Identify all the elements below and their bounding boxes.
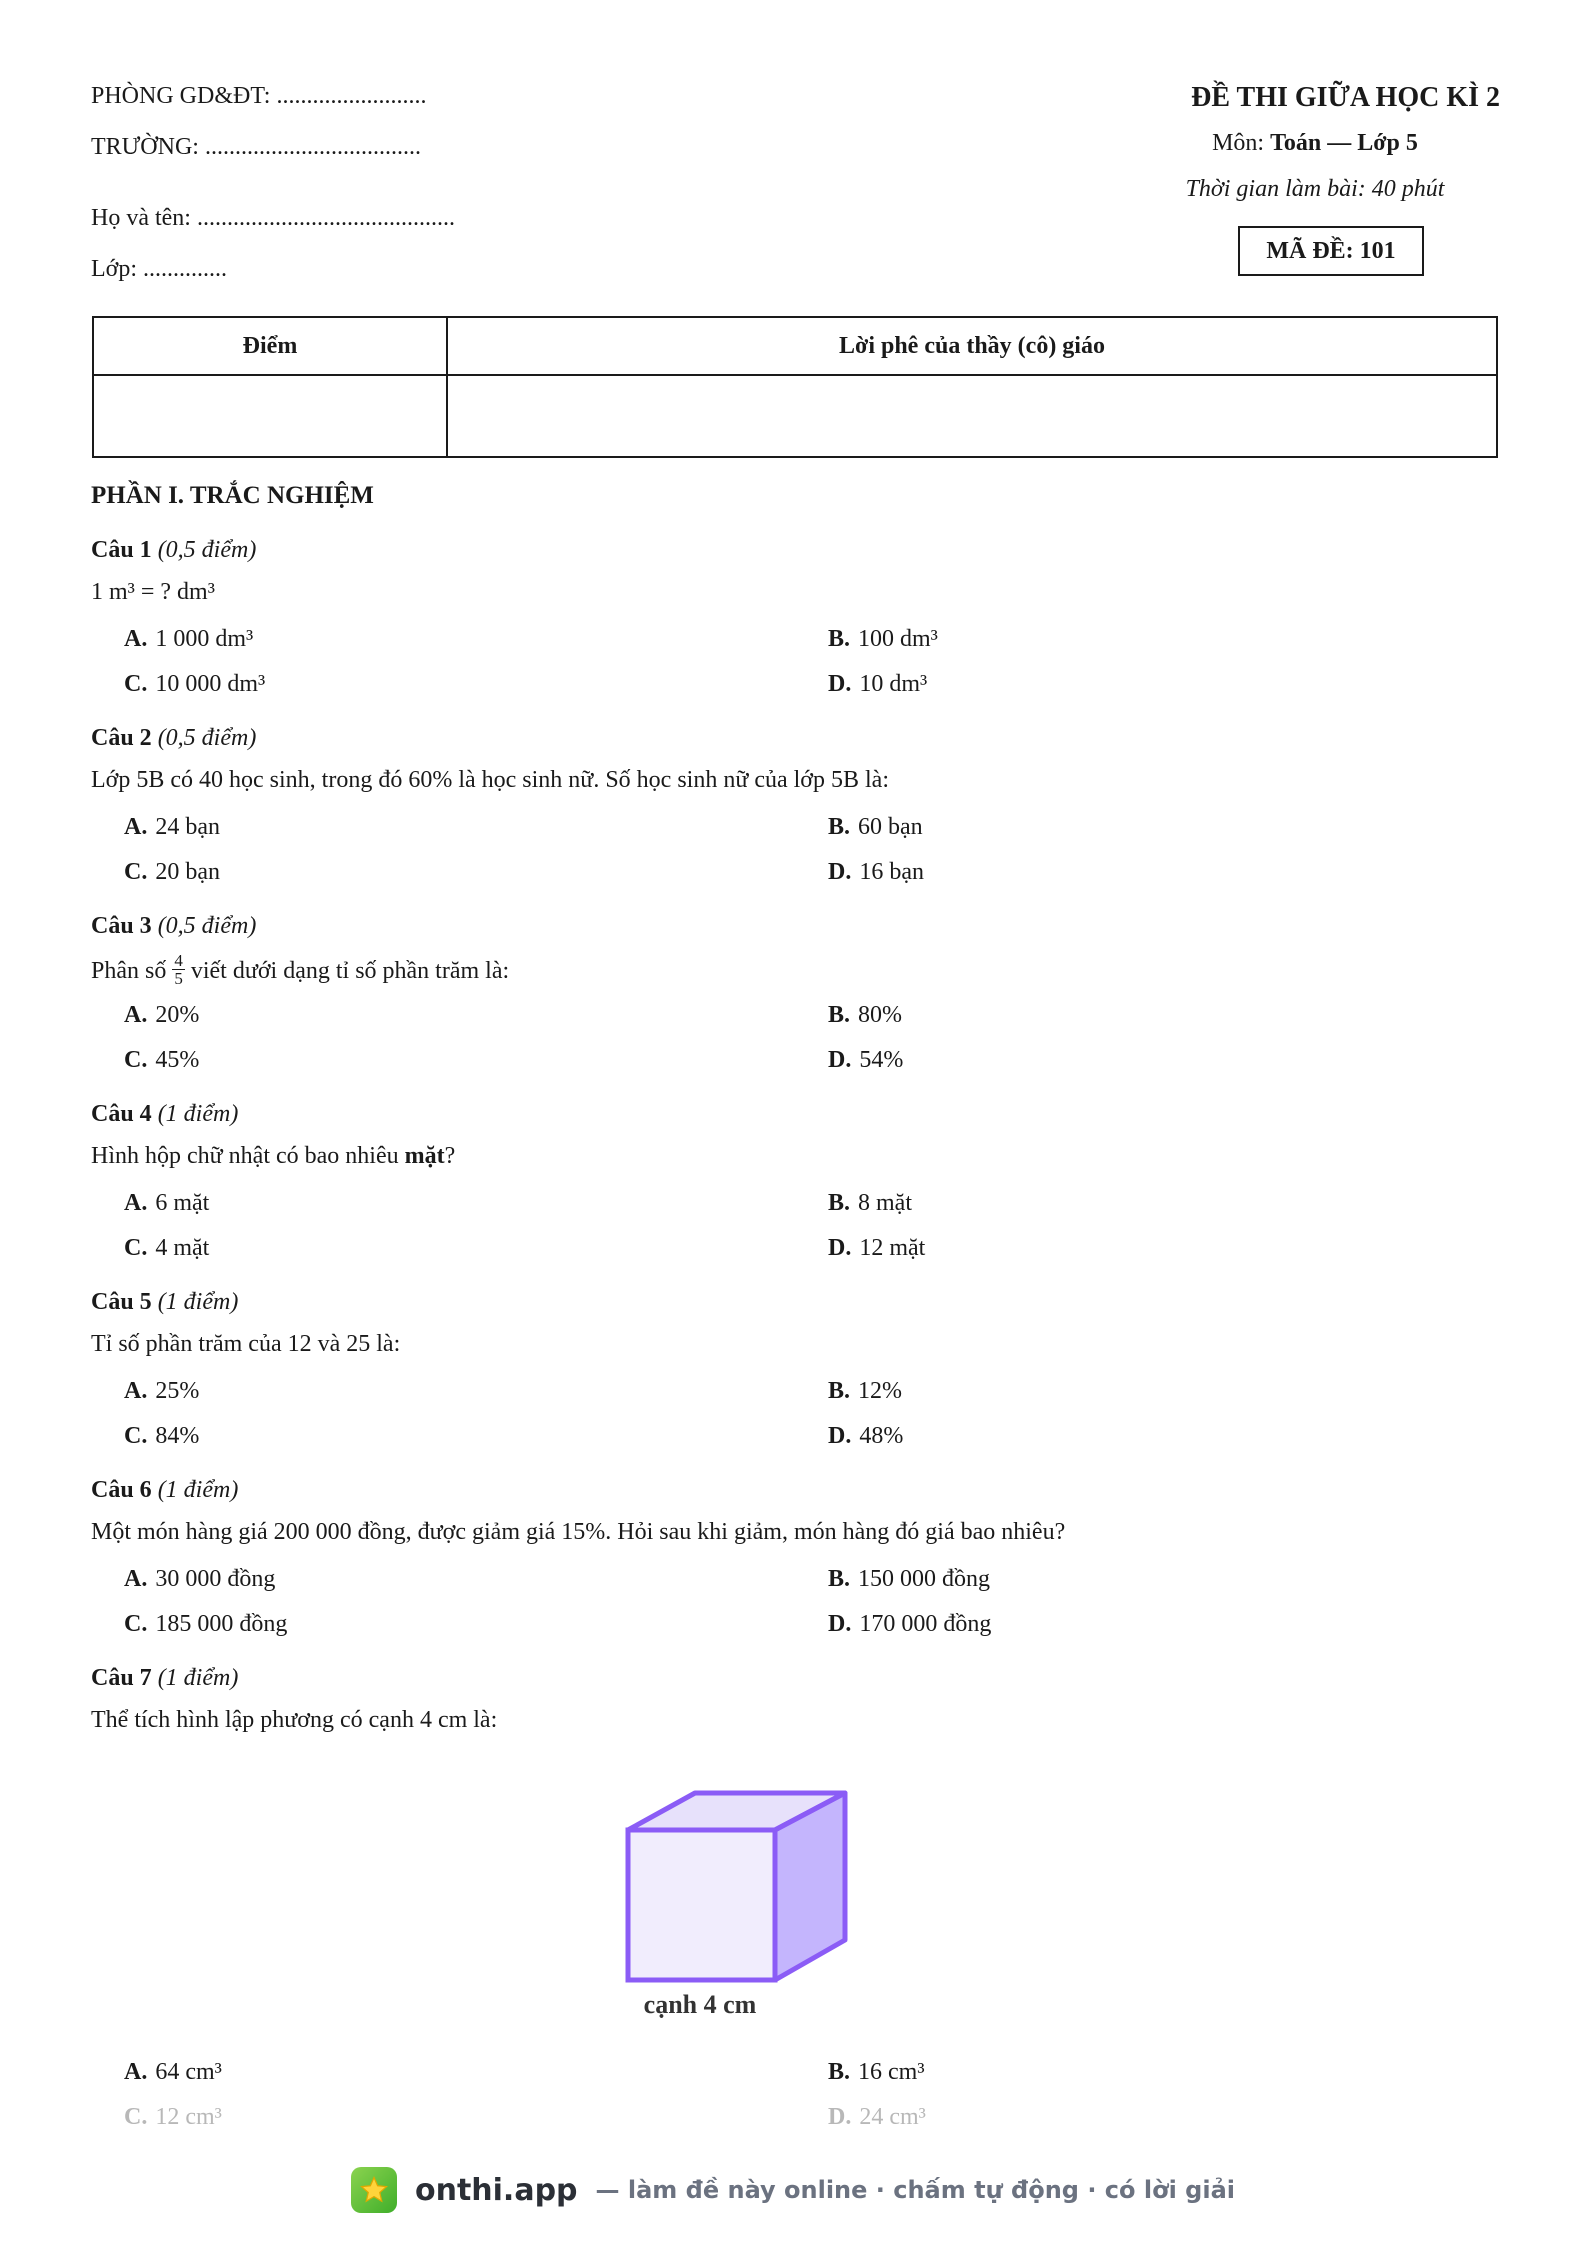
department-line: PHÒNG GD&ĐT: ......................... bbox=[91, 83, 427, 109]
option-key: A. bbox=[124, 626, 148, 652]
question-text: Một món hàng giá 200 000 đồng, được giảm giá 15%. Hỏi sau khi giảm, món hàng đó giá bao nhiêu? bbox=[91, 1519, 1066, 1545]
option-text: 16 bạn bbox=[859, 859, 924, 885]
option-text: 6 mặt bbox=[155, 1190, 210, 1216]
option-key: B. bbox=[828, 626, 851, 652]
option-text: 24 cm³ bbox=[859, 2104, 926, 2130]
option-key: B. bbox=[828, 814, 851, 840]
question-heading bbox=[91, 1477, 238, 1504]
option-a bbox=[124, 2059, 222, 2086]
question-label: Câu 7 bbox=[91, 1665, 152, 1691]
question-points: (1 điểm) bbox=[157, 1665, 239, 1691]
option-text: 84% bbox=[155, 1423, 200, 1449]
question-text-after: ? bbox=[444, 1143, 456, 1169]
option-key: D. bbox=[828, 1423, 852, 1449]
question-label: Câu 1 bbox=[91, 537, 152, 563]
fraction-denominator: 5 bbox=[174, 969, 183, 988]
option-c bbox=[124, 2104, 222, 2131]
option-c bbox=[124, 1047, 199, 1074]
brand-link[interactable]: onthi.app bbox=[414, 2172, 578, 2208]
option-b bbox=[828, 1378, 902, 1405]
option-text: 20% bbox=[155, 1002, 200, 1028]
option-a bbox=[124, 814, 220, 841]
star-icon-glyph bbox=[359, 2175, 389, 2205]
question-points: (1 điểm) bbox=[157, 1101, 239, 1127]
fraction-numerator: 4 bbox=[174, 951, 183, 970]
option-text: 12 cm³ bbox=[155, 2104, 222, 2130]
option-a bbox=[124, 1190, 209, 1217]
tagline: — làm đề này online · chấm tự động · có lời giải bbox=[595, 2176, 1235, 2204]
option-text: 64 cm³ bbox=[155, 2059, 222, 2085]
comment-header: Lời phê của thầy (cô) giáo bbox=[447, 317, 1497, 375]
option-key: D. bbox=[828, 1047, 852, 1073]
question-heading bbox=[91, 1665, 238, 1692]
option-key: C. bbox=[124, 671, 148, 697]
question-points: (0,5 điểm) bbox=[157, 913, 257, 939]
score-header: Điểm bbox=[93, 317, 447, 375]
comment-cell bbox=[447, 375, 1497, 457]
option-b bbox=[828, 1002, 902, 1029]
option-text: 45% bbox=[155, 1047, 200, 1073]
question-text: Tỉ số phần trăm của 12 và 25 là: bbox=[91, 1331, 401, 1357]
option-b bbox=[828, 626, 938, 653]
score-cell bbox=[93, 375, 447, 457]
name-line: Họ và tên: ........................................... bbox=[91, 205, 455, 231]
option-text: 30 000 đồng bbox=[155, 1566, 276, 1592]
option-a bbox=[124, 626, 253, 653]
question-text: Thể tích hình lập phương có cạnh 4 cm là: bbox=[91, 1707, 498, 1733]
option-key: D. bbox=[828, 1611, 852, 1637]
option-text: 16 cm³ bbox=[858, 2059, 925, 2085]
option-key: C. bbox=[124, 1047, 148, 1073]
option-text: 1 000 dm³ bbox=[155, 626, 254, 652]
option-text: 60 bạn bbox=[858, 814, 923, 840]
question-heading bbox=[91, 537, 256, 564]
option-text: 170 000 đồng bbox=[859, 1611, 992, 1637]
option-key: B. bbox=[828, 1190, 851, 1216]
class-line: Lớp: .............. bbox=[91, 256, 228, 282]
option-b bbox=[828, 814, 923, 841]
option-key: A. bbox=[124, 1566, 148, 1592]
option-key: D. bbox=[828, 671, 852, 697]
option-text: 10 dm³ bbox=[859, 671, 928, 697]
option-text: 20 bạn bbox=[155, 859, 220, 885]
option-key: C. bbox=[124, 859, 148, 885]
option-d bbox=[828, 1611, 991, 1638]
option-key: B. bbox=[828, 1566, 851, 1592]
option-c bbox=[124, 1423, 199, 1450]
option-c bbox=[124, 671, 265, 698]
school-line: TRƯỜNG: .................................... bbox=[91, 134, 421, 160]
option-key: B. bbox=[828, 1002, 851, 1028]
option-key: D. bbox=[828, 1235, 852, 1261]
question-points: (0,5 điểm) bbox=[157, 725, 257, 751]
cube-label: cạnh 4 cm bbox=[643, 1990, 757, 2019]
subject-prefix: Môn: bbox=[1212, 130, 1271, 156]
duration: Thời gian làm bài: 40 phút bbox=[1185, 176, 1445, 202]
option-text: 54% bbox=[859, 1047, 904, 1073]
option-key: C. bbox=[124, 1235, 148, 1261]
question-label: Câu 3 bbox=[91, 913, 152, 939]
option-d bbox=[828, 671, 927, 698]
question-label: Câu 4 bbox=[91, 1101, 152, 1127]
question-label: Câu 5 bbox=[91, 1289, 152, 1315]
question-points: (1 điểm) bbox=[157, 1289, 239, 1315]
option-b bbox=[828, 2059, 925, 2086]
option-text: 12 mặt bbox=[859, 1235, 926, 1261]
option-c bbox=[124, 1611, 287, 1638]
question-text bbox=[91, 951, 510, 990]
question-text: 1 m³ = ? dm³ bbox=[91, 579, 215, 605]
fraction bbox=[172, 952, 185, 987]
cube-figure bbox=[620, 1785, 860, 1995]
option-text: 4 mặt bbox=[155, 1235, 210, 1261]
exam-title: ĐỀ THI GIỮA HỌC KÌ 2 bbox=[1191, 82, 1500, 113]
question-text bbox=[91, 1143, 455, 1170]
subject-name: Toán — Lớp 5 bbox=[1270, 130, 1418, 156]
question-text-before: Phân số bbox=[91, 958, 167, 985]
option-d bbox=[828, 859, 924, 886]
option-key: C. bbox=[124, 1611, 148, 1637]
cube-front-face bbox=[628, 1830, 775, 1980]
question-heading bbox=[91, 1101, 238, 1128]
option-key: A. bbox=[124, 814, 148, 840]
question-points: (1 điểm) bbox=[157, 1477, 239, 1503]
option-a bbox=[124, 1002, 199, 1029]
question-label: Câu 6 bbox=[91, 1477, 152, 1503]
option-text: 150 000 đồng bbox=[858, 1566, 991, 1592]
option-key: D. bbox=[828, 2104, 852, 2130]
grade-table bbox=[92, 316, 1498, 458]
question-text-emphasis: mặt bbox=[404, 1143, 445, 1169]
option-key: A. bbox=[124, 1190, 148, 1216]
exam-code: MÃ ĐỀ: 101 bbox=[1266, 237, 1396, 264]
option-text: 100 dm³ bbox=[858, 626, 938, 652]
option-key: B. bbox=[828, 1378, 851, 1404]
option-b bbox=[828, 1566, 990, 1593]
question-label: Câu 2 bbox=[91, 725, 152, 751]
option-a bbox=[124, 1378, 199, 1405]
option-d bbox=[828, 1235, 925, 1262]
question-heading bbox=[91, 1289, 238, 1316]
option-text: 12% bbox=[858, 1378, 903, 1404]
option-text: 24 bạn bbox=[155, 814, 220, 840]
star-icon bbox=[351, 2167, 397, 2213]
promo-footer[interactable] bbox=[0, 2160, 1586, 2220]
subject-line bbox=[1130, 130, 1500, 157]
section-title: PHẦN I. TRẮC NGHIỆM bbox=[91, 482, 374, 509]
option-key: A. bbox=[124, 1002, 148, 1028]
question-text-before: Hình hộp chữ nhật có bao nhiêu bbox=[91, 1143, 399, 1169]
option-text: 8 mặt bbox=[858, 1190, 913, 1216]
question-points: (0,5 điểm) bbox=[157, 537, 257, 563]
option-d bbox=[828, 1047, 903, 1074]
option-a bbox=[124, 1566, 275, 1593]
option-key: C. bbox=[124, 1423, 148, 1449]
option-c bbox=[124, 859, 220, 886]
option-key: A. bbox=[124, 2059, 148, 2085]
option-key: A. bbox=[124, 1378, 148, 1404]
option-d bbox=[828, 1423, 903, 1450]
option-text: 25% bbox=[155, 1378, 200, 1404]
option-b bbox=[828, 1190, 912, 1217]
exam-code-box bbox=[1238, 226, 1424, 276]
option-c bbox=[124, 1235, 209, 1262]
question-heading bbox=[91, 725, 256, 752]
option-text: 48% bbox=[859, 1423, 904, 1449]
question-heading bbox=[91, 913, 256, 940]
option-d bbox=[828, 2104, 926, 2131]
option-text: 10 000 dm³ bbox=[155, 671, 266, 697]
option-text: 80% bbox=[858, 1002, 903, 1028]
question-text: Lớp 5B có 40 học sinh, trong đó 60% là học sinh nữ. Số học sinh nữ của lớp 5B là: bbox=[91, 767, 889, 793]
question-text-after: viết dưới dạng tỉ số phần trăm là: bbox=[190, 958, 510, 985]
option-text: 185 000 đồng bbox=[155, 1611, 288, 1637]
option-key: C. bbox=[124, 2104, 148, 2130]
option-key: B. bbox=[828, 2059, 851, 2085]
option-key: D. bbox=[828, 859, 852, 885]
